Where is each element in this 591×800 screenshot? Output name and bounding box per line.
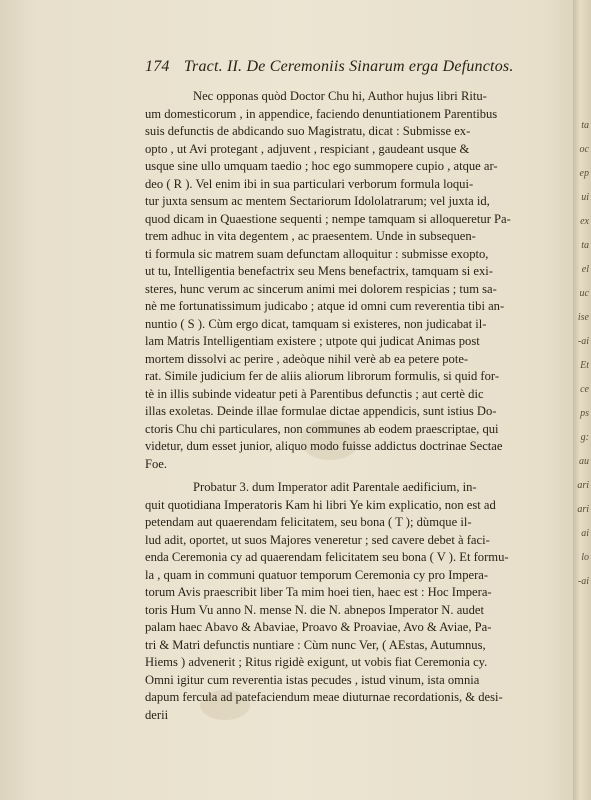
text-line: derii [145, 707, 169, 722]
edge-fragment: lo [581, 552, 589, 563]
edge-fragment: ps [580, 408, 589, 419]
text-line: palam haec Abavo & Abaviae, Proavo & Proaviae, Avo & Aviae, Pa- [145, 620, 492, 634]
text-line: ut tu, Intelligentia benefactrix seu Mens benefactrix, tamquam si exi- [145, 264, 493, 278]
text-line: opto , ut Avi protegant , adjuvent , respiciant , gaudeant usque & [145, 141, 470, 156]
text-line: quit quotidiana Imperatoris Kam hi libri Ye kim explicatio, non est ad [145, 497, 496, 512]
text-line: rat. Simile judicium fer de aliis aliorum librorum formulis, si quid for- [145, 369, 500, 383]
text-line: ti formula sic matrem suam defunctam alloquitur : submisse exopto, [145, 246, 489, 261]
edge-fragment: oc [579, 144, 589, 155]
text-line: Probatur 3. dum Imperator adit Parentale aedificium, in- [193, 480, 477, 494]
edge-fragment: g: [580, 432, 589, 443]
text-line: usque sine ullo umquam taedio ; hoc ego summopere cupio , atque ar- [145, 159, 498, 173]
text-line: um domesticorum , in appendice, faciendo denuntiationem Parentibus [145, 106, 498, 121]
text-line: videtur, dum esset junior, aliquo modo fuisse addictus doctrinae Sectae [145, 439, 503, 453]
text-line: dapum fercula ad patefaciendum meae diuturnae recordationis, & desi- [145, 690, 503, 704]
edge-fragment: ex [580, 216, 589, 227]
text-line: suis defunctis de abdicando suo Magistratu, dicat : Submisse ex- [145, 124, 471, 138]
text-line: enda Ceremonia cy ad quaerendam felicitatem seu bona ( V ). Et formu- [145, 550, 509, 564]
text-line: Foe. [145, 456, 168, 471]
edge-fragment: ai [581, 528, 589, 539]
text-line: petendam aut quaerendam felicitatem, seu bona ( T ); dùmque il- [145, 515, 472, 529]
text-line: Hiems ) advenerit ; Ritus rigidè exigunt, ut vobis fiat Ceremonia cy. [145, 655, 488, 669]
running-title: Tract. II. De Ceremoniis Sinarum erga Defunctos. [183, 58, 514, 75]
text-line: lam Matris Intelligentiam existere ; utpote qui judicat Animas post [145, 334, 480, 348]
text-line: quod dicam in Quaestione sequenti ; nempe tamquam si alloqueretur Pa- [145, 211, 511, 226]
text-line: steres, hunc verum ac sincerum animi mei dolorem respicias ; tum sa- [145, 281, 497, 296]
edge-fragment: ta [581, 240, 589, 251]
edge-fragment: ep [579, 168, 589, 179]
edge-fragment: ise [577, 312, 589, 323]
edge-fragment: ce [580, 384, 589, 395]
text-line: tri & Matri defunctis nuntiare : Cùm nunc Ver, ( AEstas, Autumnus, [145, 637, 486, 652]
edge-fragment: el [581, 264, 589, 275]
edge-fragment: -ai [577, 336, 589, 347]
text-line: torum Avis praescribit liber Ta mim hoei tien, haec est : Hoc Impera- [145, 585, 492, 599]
text-line: lud adit, oportet, ut suos Majores veneretur ; sed cavere debet à faci- [145, 532, 490, 547]
edge-fragment: ari [577, 504, 589, 515]
running-head [145, 58, 585, 76]
text-line: Omni igitur cum reverentia istas pecudes , istud vinum, ista omnia [145, 672, 480, 687]
text-line: toris Hum Vu anno N. mense N. die N. abnepos Imperator N. audet [145, 602, 484, 617]
text-line: nuntio ( S ). Cùm ergo dicat, tamquam si existeres, non judicabat il- [145, 316, 487, 331]
text-line: illas exoletas. Deinde illae formulae dictae appendicis, sunt istius Do- [145, 404, 497, 418]
edge-fragment: ta [581, 120, 589, 131]
edge-fragment: Et [580, 360, 589, 371]
body-text [145, 88, 585, 724]
page-number: 174 [145, 58, 170, 75]
text-line: nè me fortunatissimum judicabo ; atque id omni cum reverentia tibi an- [145, 299, 505, 313]
text-line: ctoris Chu chi particulares, non communes ab eodem praescriptae, qui [145, 421, 499, 436]
edge-fragment: uc [579, 288, 589, 299]
text-line: Nec opponas quòd Doctor Chu hi, Author hujus libri Ritu- [193, 89, 487, 103]
text-line: deo ( R ). Vel enim ibi in sua particulari verborum formula loqui- [145, 176, 474, 191]
text-line: tè in illis subinde videatur peti à Parentibus defunctis ; aut certè dic [145, 386, 484, 401]
text-line: mortem dissolvi ac perire , adeòque nihil verè ab ea petere pote- [145, 351, 469, 366]
edge-fragment: -ai [577, 576, 589, 587]
text-line: la , quam in communi quatuor temporum Ceremonia cy pro Impera- [145, 567, 489, 582]
edge-fragment: ari [577, 480, 589, 491]
text-line: tur juxta sensum ac mentem Sectariorum Idololatrarum; vel juxta id, [145, 194, 490, 208]
edge-fragment: au [579, 456, 589, 467]
text-line: trem adhuc in vita degentem , ac praesentem. Unde in subsequen- [145, 229, 476, 243]
edge-fragment: ui [581, 192, 589, 203]
